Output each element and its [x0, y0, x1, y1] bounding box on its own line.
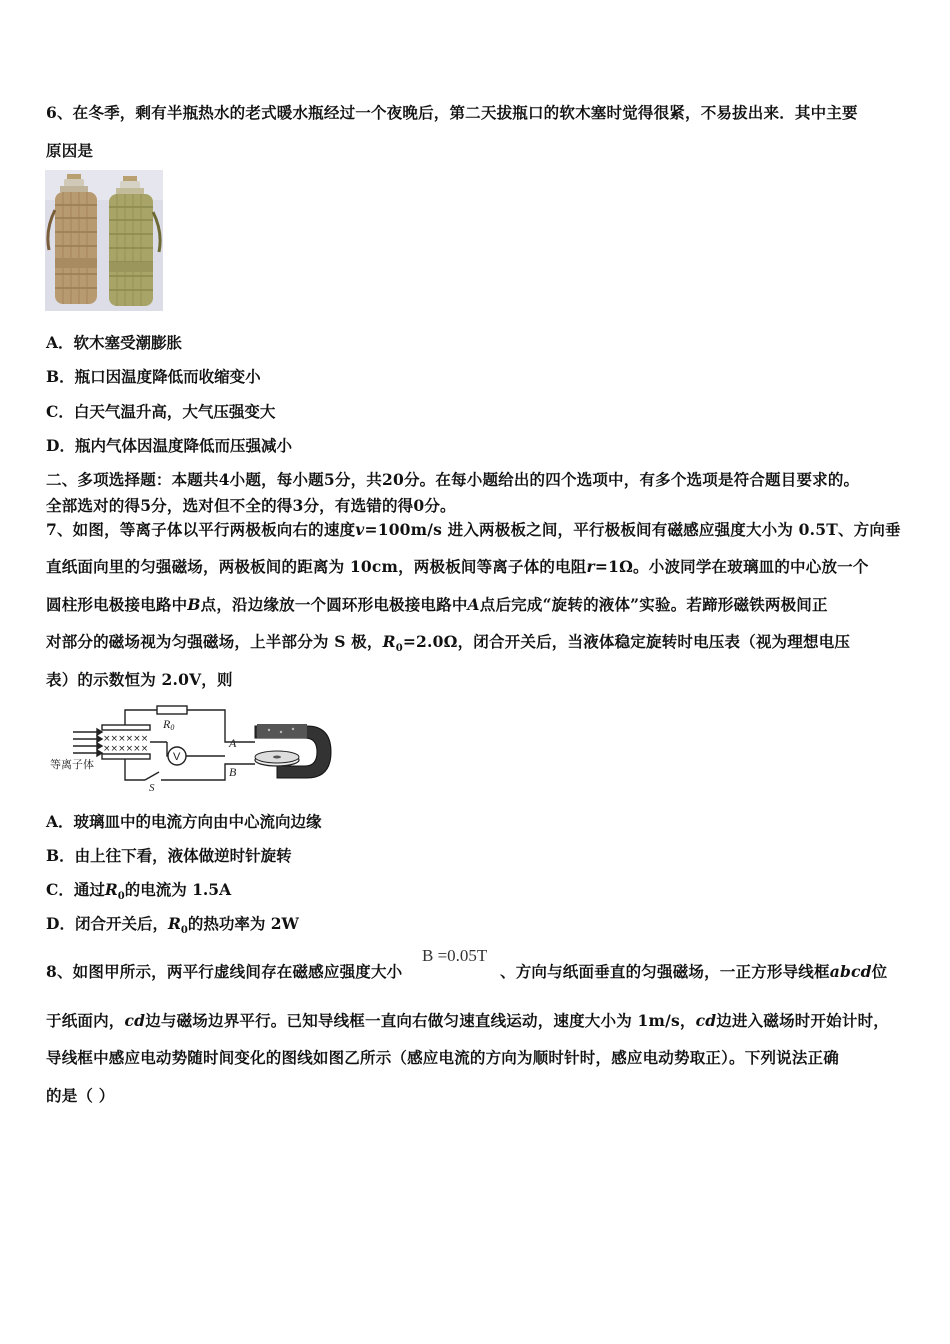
- q6-option-a: A．软木塞受潮膨胀: [46, 333, 183, 352]
- q7-diagram-crosses-bottom: ××××××: [103, 744, 149, 754]
- q7-diagram-label-s: S: [149, 782, 155, 792]
- q7-stem-line5: 表）的示数恒为 2.0V，则: [46, 670, 233, 689]
- q7-diagram-voltmeter-label: V: [173, 751, 181, 763]
- q8-stem-line2: 于纸面内，cd边与磁场边界平行。已知导线框一直向右做匀速直线运动，速度大小为 1m/s，cd边进入磁场时开始计时，: [46, 1011, 889, 1030]
- q7-stem-line1: 7、如图，等离子体以平行两极板向右的速度v=100m/s 进入两极板之间，平行极板间有磁感应强度大小为 0.5T、方向垂: [46, 520, 901, 539]
- q6-option-d: D．瓶内气体因温度降低而压强减小: [46, 436, 292, 455]
- q7-diagram-plasma-label: 等离子体: [50, 758, 94, 771]
- q7-circuit-diagram: [45, 700, 335, 792]
- q6-stem-line1: 6、在冬季，剩有半瓶热水的老式暖水瓶经过一个夜晚后，第二天拔瓶口的软木塞时觉得很紧，不易拔出来．其中主要: [46, 103, 858, 122]
- q7-option-b: B．由上往下看，液体做逆时针旋转: [46, 846, 292, 865]
- q8-stem-line1-part2: 、方向与纸面垂直的匀强磁场，一正方形导线框abcd位: [500, 962, 888, 981]
- q8-stem-line3: 导线框中感应电动势随时间变化的图线如图乙所示（感应电流的方向为顺时针时，感应电动势取正）。下列说法正确: [46, 1048, 839, 1067]
- section2-header-line1: 二、多项选择题：本题共4小题，每小题5分，共20分。在每小题给出的四个选项中，有多个选项是符合题目要求的。: [46, 470, 860, 489]
- q7-diagram-label-b: B: [229, 765, 237, 779]
- q7-option-d: D．闭合开关后，$R_0$的热功率为 2W: [46, 914, 299, 937]
- q6-stem-line2: 原因是: [46, 141, 94, 160]
- q7-diagram-label-a: A: [229, 736, 237, 750]
- q7-stem-line3: 圆柱形电极接电路中B点，沿边缘放一个圆环形电极接电路中A点后完成“旋转的液体”实验。若蹄形磁铁两极间正: [46, 595, 828, 614]
- q7-stem-line4: 对部分的磁场视为匀强磁场，上半部分为 S 极，$R_0=2.0\Omega$，闭合开关后，当液体稳定旋转时电压表（视为理想电压: [46, 632, 851, 655]
- thermos-bottles-photo: [45, 170, 163, 311]
- section2-header-line2: 全部选对的得5分，选对但不全的得3分，有选错的得0分。: [46, 496, 456, 515]
- q6-option-b: B．瓶口因温度降低而收缩变小: [46, 367, 261, 386]
- q7-option-c: C．通过$R_0$的电流为 1.5A: [46, 880, 232, 903]
- q7-option-a: A．玻璃皿中的电流方向由中心流向边缘: [46, 812, 322, 831]
- q7-diagram-r0-label: R0: [163, 717, 175, 732]
- q8-formula: B =0.05T: [422, 946, 488, 965]
- q8-stem-line1-part1: 8、如图甲所示，两平行虚线间存在磁感应强度大小: [46, 962, 403, 981]
- q6-option-c: C．白天气温升高，大气压强变大: [46, 402, 276, 421]
- q7-diagram-crosses-top: ××××××: [103, 734, 149, 744]
- q7-stem-line2: 直纸面向里的匀强磁场，两极板间的距离为 10cm，两极板间等离子体的电阻r=1Ω。小波同学在玻璃皿的中心放一个: [46, 557, 869, 576]
- horseshoe-magnet-icon: [255, 724, 331, 778]
- q8-stem-line4: 的是（ ）: [46, 1086, 115, 1105]
